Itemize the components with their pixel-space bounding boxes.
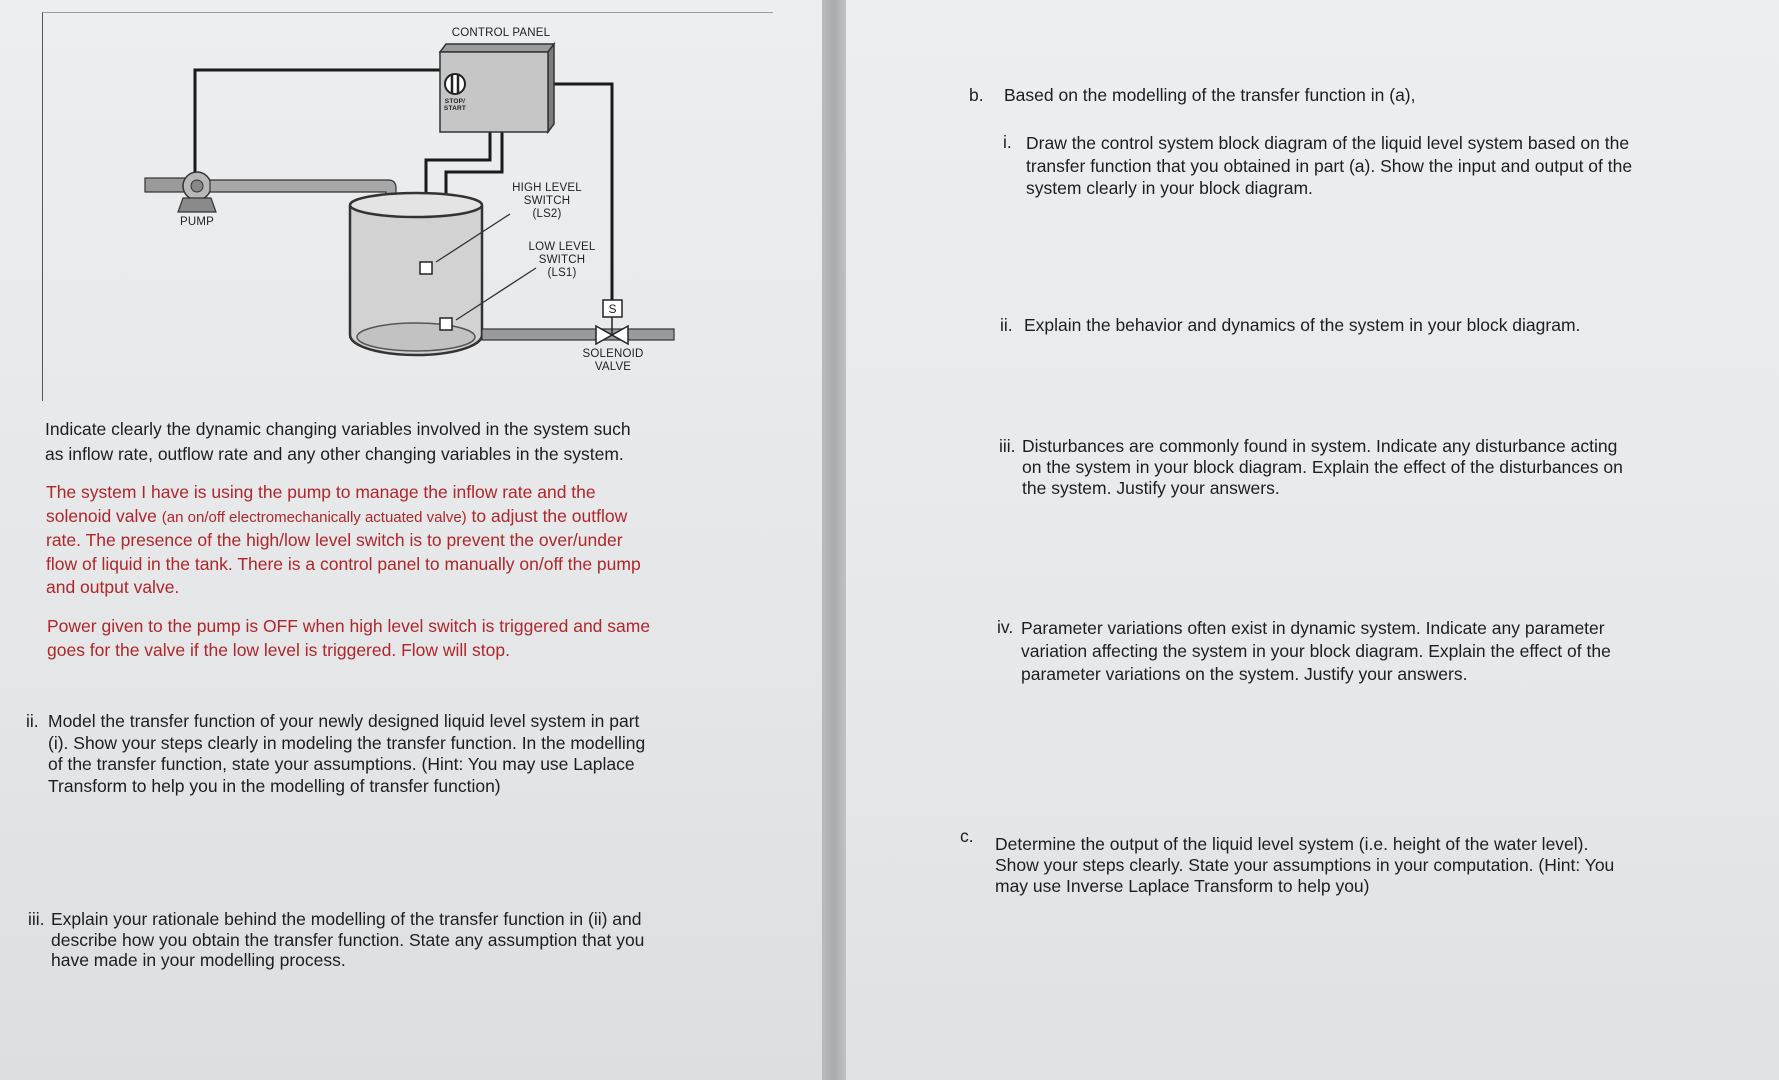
- question-line: parameter variations on the system. Justify your answers.: [1021, 664, 1468, 684]
- stop-start-label: [436, 98, 474, 112]
- question-line: (i). Show your steps clearly in modeling the transfer function. In the modelling: [48, 732, 646, 753]
- stop-start-line: START: [443, 105, 467, 112]
- question-number: iii.: [28, 909, 45, 929]
- answer1-line: The system I have is using the pump to manage the inflow rate and the: [46, 482, 596, 502]
- question-line: the system. Justify your answers.: [1022, 478, 1280, 498]
- question-line: Draw the control system block diagram of the liquid level system based on the: [1026, 133, 1630, 153]
- intro-paragraph: [45, 419, 805, 465]
- answer2-line: Power given to the pump is OFF when high level switch is triggered and same: [47, 616, 651, 636]
- liquid-level-system-diagram: [0, 0, 822, 400]
- question-line: Determine the output of the liquid level system (i.e. height of the water level).: [995, 834, 1589, 854]
- control-panel-box: [440, 44, 554, 132]
- answer2-line: goes for the valve if the low level is triggered. Flow will stop.: [47, 639, 510, 660]
- question-number: ii.: [26, 711, 39, 731]
- question-text: Based on the modelling of the transfer function in (a),: [1004, 85, 1416, 105]
- question-number: i.: [1003, 132, 1012, 152]
- question-line: Show your steps clearly. State your assumptions in your computation. (Hint: You: [995, 855, 1615, 875]
- question-line: Disturbances are commonly found in system. Indicate any disturbance acting: [1022, 436, 1618, 456]
- question-line: may use Inverse Laplace Transform to help you): [995, 876, 1370, 896]
- question-body: [1026, 132, 1766, 200]
- answer-paragraph-2: [47, 615, 807, 662]
- question-number: c.: [960, 826, 974, 846]
- answer1-line: rate. The presence of the high/low level switch is to prevent the over/under: [46, 530, 623, 550]
- hls-line: SWITCH: [523, 195, 571, 207]
- answer1-line: [46, 505, 806, 530]
- hls-line: (LS2): [532, 208, 562, 220]
- question-line: variation affecting the system in your block diagram. Explain the effect of the: [1021, 641, 1611, 661]
- question-number: iv.: [997, 617, 1014, 637]
- high-level-switch-label: [505, 182, 589, 221]
- question-number: b.: [969, 85, 984, 105]
- stop-start-line: STOP/: [444, 98, 466, 105]
- lls-line: SWITCH: [538, 254, 586, 266]
- question-number: iii.: [999, 436, 1016, 456]
- sv-line: SOLENOID: [582, 348, 644, 360]
- pump-label: PUMP: [179, 216, 215, 228]
- answer-paragraph-1: [46, 481, 806, 600]
- question-line: describe how you obtain the transfer function. State any assumption that you: [51, 929, 645, 950]
- intro-line: Indicate clearly the dynamic changing variables involved in the system such: [45, 419, 631, 439]
- question-line: on the system in your block diagram. Explain the effect of the disturbances on: [1022, 457, 1623, 477]
- question-body: [51, 909, 811, 971]
- question-line: Parameter variations often exist in dynamic system. Indicate any parameter: [1021, 618, 1605, 638]
- intro-line: as inflow rate, outflow rate and any other changing variables in the system.: [45, 444, 624, 464]
- question-line: system clearly in your block diagram.: [1026, 178, 1313, 198]
- question-line: transfer function that you obtained in part (a). Show the input and output of the: [1026, 155, 1633, 176]
- question-body: [1021, 617, 1766, 686]
- question-body: [1024, 315, 1764, 336]
- question-line: Explain the behavior and dynamics of the system in your block diagram.: [1024, 315, 1581, 335]
- answer1-note: (an on/off electromechanically actuated valve): [161, 508, 467, 526]
- question-line: Transform to help you in the modelling of transfer function): [48, 775, 501, 796]
- hls-line: HIGH LEVEL: [512, 182, 582, 194]
- question-number: ii.: [1000, 315, 1013, 335]
- lls-line: LOW LEVEL: [528, 241, 596, 253]
- answer1-line: and output valve.: [46, 577, 180, 597]
- question-body: [995, 834, 1755, 897]
- sv-line: VALVE: [594, 361, 632, 373]
- answer1-line: flow of liquid in the tank. There is a control panel to manually on/off the pump: [46, 553, 641, 574]
- low-level-switch-label: [520, 241, 604, 280]
- question-body: [1022, 436, 1767, 499]
- solenoid-valve-label: [570, 348, 656, 374]
- control-panel-label: CONTROL PANEL: [451, 27, 551, 39]
- question-body: [48, 711, 808, 797]
- page-gutter: [822, 0, 846, 1080]
- question-line: of the transfer function, state your assumptions. (Hint: You may use Laplace: [48, 754, 635, 774]
- lls-line: (LS1): [547, 267, 577, 279]
- question-line: Explain your rationale behind the modelling of the transfer function in (ii) and: [51, 909, 642, 929]
- answer1-text: solenoid valve: [46, 505, 162, 526]
- question-line: Model the transfer function of your newly designed liquid level system in part: [48, 711, 640, 731]
- solenoid-symbol: S: [608, 302, 617, 316]
- answer1-text: to adjust the outflow: [466, 505, 628, 526]
- pump-wire: [195, 70, 440, 190]
- question-line: have made in your modelling process.: [51, 950, 346, 970]
